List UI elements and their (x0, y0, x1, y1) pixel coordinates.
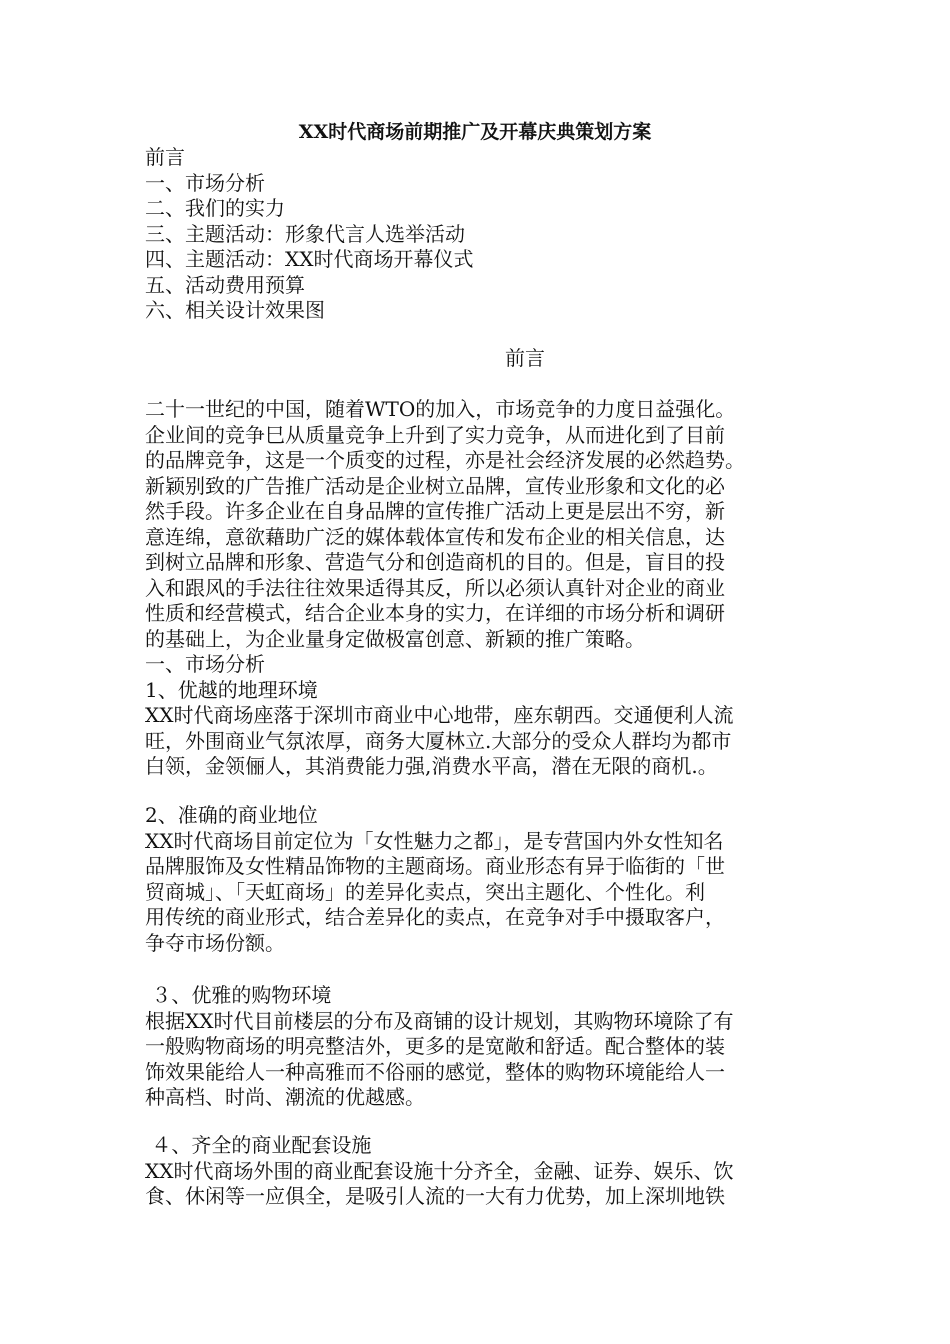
subsection-positioning (145, 803, 725, 956)
toc-item-preface: 前言 (145, 145, 185, 169)
subsection-facilities (145, 1133, 733, 1210)
subsection-heading-environment: ３、优雅的购物环境 (145, 983, 332, 1007)
toc-item-market-analysis: 一、市场分析 (145, 170, 265, 195)
paragraph-line: 种高档、时尚、潮流的优越感。 (145, 1085, 425, 1109)
subsection-heading-facilities: ４、齐全的商业配套设施 (145, 1133, 372, 1157)
subsection-heading-location: 1、优越的地理环境 (145, 677, 318, 702)
subsection-heading-positioning: 2、准确的商业地位 (145, 803, 318, 827)
paragraph-line: 用传统的商业形式，结合差异化的卖点，在竞争对手中摄取客户， (145, 905, 725, 929)
paragraph-line: 根据XX时代目前楼层的分布及商铺的设计规划，其购物环境除了有 (145, 1008, 734, 1033)
paragraph-line: 性质和经营模式，结合企业本身的实力，在详细的市场分析和调研 (145, 601, 725, 625)
toc-item-opening-ceremony: 四、主题活动：XX时代商场开幕仪式 (145, 247, 474, 271)
table-of-contents (145, 145, 473, 324)
paragraph-line: 食、休闲等一应俱全，是吸引人流的一大有力优势，加上深圳地铁 (145, 1184, 725, 1208)
paragraph-line: 二十一世纪的中国，随着WTO的加入，市场竞争的力度日益强化。 (145, 397, 736, 421)
preface-paragraph (145, 397, 745, 780)
paragraph-line: XX时代商场目前定位为「女性魅力之都」，是专营国内外女性知名 (145, 828, 724, 853)
paragraph-line: XX时代商场座落于深圳市商业中心地带，座东朝西。交通便利人流 (145, 703, 734, 727)
paragraph-line: 企业间的竞争巳从质量竞争上升到了实力竞争，从而进化到了目前 (145, 422, 725, 447)
toc-item-design-renderings: 六、相关设计效果图 (145, 298, 325, 322)
paragraph-line: 的基础上，为企业量身定做极富创意、新颖的推广策略。 (145, 626, 645, 651)
paragraph-line: 品牌服饰及女性精品饰物的主题商场。商业形态有异于临街的「世 (145, 854, 725, 878)
preface-heading: 前言 (505, 346, 545, 370)
paragraph-line: 入和跟风的手法往往效果适得其反，所以必须认真针对企业的商业 (145, 575, 725, 600)
paragraph-line: 新颖别致的广告推广活动是企业树立品牌，宣传业形象和文化的必 (145, 473, 725, 498)
paragraph-line: 然手段。许多企业在自身品牌的宣传推广活动上更是层出不穷，新 (145, 499, 725, 523)
paragraph-line: 到树立品牌和形象、营造气分和创造商机的目的。但是，盲目的投 (145, 550, 725, 574)
toc-item-spokesperson-activity: 三、主题活动：形象代言人选举活动 (145, 221, 465, 246)
paragraph-line: 一般购物商场的明亮整洁外，更多的是宽敞和舒适。配合整体的装 (145, 1034, 725, 1058)
paragraph-line: 旺，外围商业气氛浓厚，商务大厦林立.大部分的受众人群均为都市 (145, 728, 732, 753)
subsection-shopping-environment (145, 983, 733, 1111)
paragraph-line: 争夺市场份额。 (145, 930, 285, 955)
paragraph-line: 意连绵，意欲藉助广泛的媒体载体宣传和发布企业的相关信息，达 (145, 524, 725, 549)
paragraph-line: 的品牌竞争，这是一个质变的过程，亦是社会经济发展的必然趋势。 (145, 448, 745, 472)
document-title: XX时代商场前期推广及开幕庆典策划方案 (298, 121, 652, 143)
toc-item-budget: 五、活动费用预算 (145, 272, 305, 297)
paragraph-line: 贸商城」、「天虹商场」的差异化卖点，突出主题化、个性化。利 (145, 879, 705, 904)
toc-item-our-strength: 二、我们的实力 (145, 196, 285, 220)
paragraph-line: 饰效果能给人一种高雅而不俗丽的感觉，整体的购物环境能给人一 (145, 1059, 725, 1084)
paragraph-line: 白领，金领俪人，其消费能力强,消费水平高，潜在无限的商机.。 (145, 754, 718, 778)
paragraph-line: XX时代商场外围的商业配套设施十分齐全，金融、证券、娱乐、饮 (145, 1158, 734, 1183)
section-heading-market-analysis: 一、市场分析 (145, 652, 265, 676)
